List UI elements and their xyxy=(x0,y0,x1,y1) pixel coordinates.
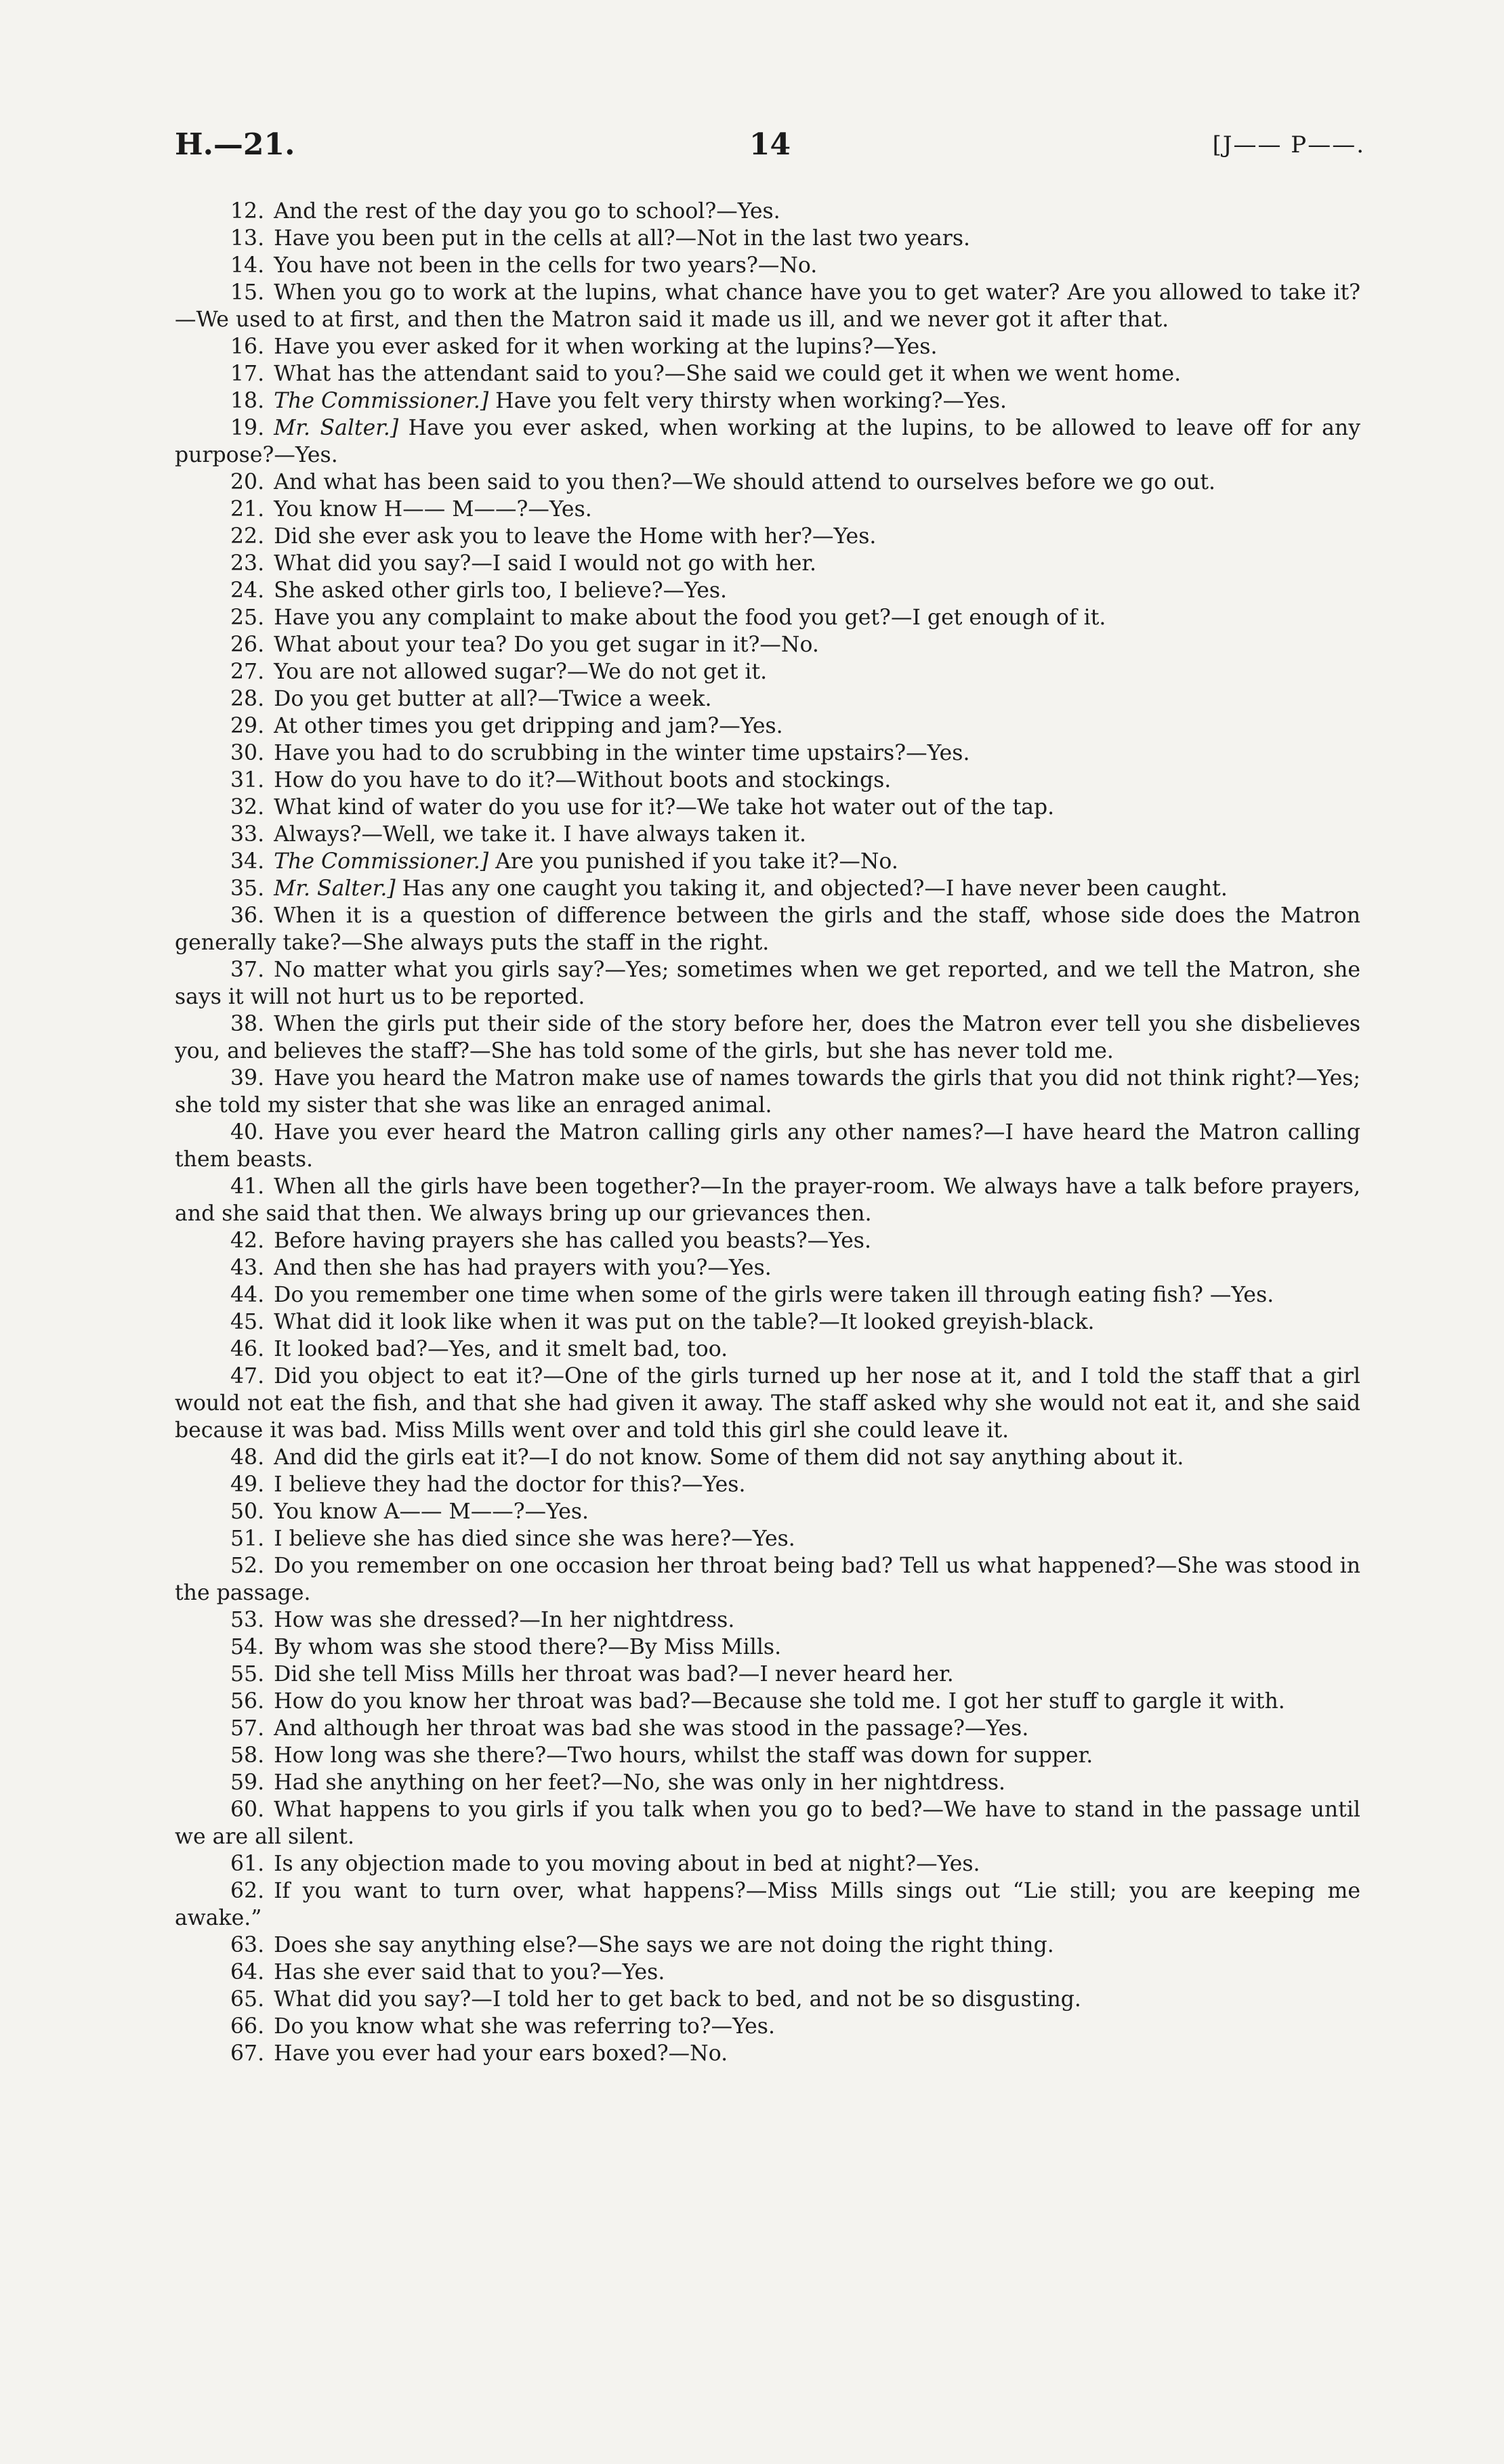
entry-number: 64. xyxy=(230,1960,265,1984)
testimony-entry xyxy=(175,496,1360,523)
entry-number: 59. xyxy=(230,1770,265,1795)
entry-text: Have you felt very thirsty when working?—Yes. xyxy=(495,389,1007,413)
entry-text: Before having prayers she has called you beasts?—Yes. xyxy=(274,1229,871,1253)
entry-number: 60. xyxy=(230,1798,265,1822)
testimony-entry xyxy=(175,1742,1360,1769)
testimony-entry xyxy=(175,848,1360,875)
testimony-entry xyxy=(175,1119,1360,1173)
testimony-entry xyxy=(175,821,1360,848)
entry-text: You know A—— M——?—Yes. xyxy=(274,1500,589,1524)
entry-text: Had she anything on her feet?—No, she was only in her nightdress. xyxy=(274,1770,1006,1795)
testimony-entry xyxy=(175,415,1360,469)
testimony-entry xyxy=(175,1363,1360,1444)
entry-text: How long was she there?—Two hours, whilst the staff was down for supper. xyxy=(274,1743,1093,1768)
entry-text: Have you ever had your ears boxed?—No. xyxy=(274,2041,728,2066)
document-code: H.—21. xyxy=(175,127,295,162)
testimony-entry xyxy=(175,685,1360,713)
entry-text: Has she ever said that to you?—Yes. xyxy=(274,1960,665,1984)
entry-number: 13. xyxy=(230,226,265,251)
testimony-entry xyxy=(175,1254,1360,1281)
entry-text: You are not allowed sugar?—We do not get it. xyxy=(274,660,768,684)
entry-text: Have you been put in the cells at all?—Not in the last two years. xyxy=(274,226,971,251)
entry-number: 16. xyxy=(230,335,265,359)
testimony-entry xyxy=(175,1525,1360,1552)
testimony-entry xyxy=(175,2013,1360,2040)
testimony-entry xyxy=(175,902,1360,956)
entry-number: 66. xyxy=(230,2014,265,2039)
witness-heading: [J—— P——. xyxy=(1212,131,1365,158)
entry-text: She asked other girls too, I believe?—Yes. xyxy=(274,578,728,603)
entry-text: When it is a question of difference between the girls and the staff, whose side does the Matron generally take?—She always puts the staff in the right. xyxy=(175,904,1360,955)
entry-number: 27. xyxy=(230,660,265,684)
testimony-entry xyxy=(175,875,1360,902)
entry-text: Have you heard the Matron make use of names towards the girls that you did not think right?—Yes; she told my sister that she was like an enraged animal. xyxy=(175,1066,1360,1118)
entry-number: 29. xyxy=(230,714,265,738)
entry-number: 17. xyxy=(230,362,265,386)
testimony-entry xyxy=(175,1661,1360,1688)
entry-number: 51. xyxy=(230,1527,265,1551)
entry-number: 38. xyxy=(230,1012,265,1036)
testimony-entry xyxy=(175,1796,1360,1850)
entry-number: 53. xyxy=(230,1608,265,1632)
testimony-entry xyxy=(175,713,1360,740)
entry-text: Do you remember one time when some of the girls were taken ill through eating fish? —Yes. xyxy=(274,1283,1274,1307)
entry-text: Is any objection made to you moving about in bed at night?—Yes. xyxy=(274,1852,980,1876)
entry-number: 31. xyxy=(230,768,265,792)
entry-number: 50. xyxy=(230,1500,265,1524)
testimony-entry xyxy=(175,1065,1360,1119)
entry-text: By whom was she stood there?—By Miss Mills. xyxy=(274,1635,782,1659)
testimony-entry xyxy=(175,1877,1360,1932)
testimony-entry xyxy=(175,279,1360,333)
entry-text: And what has been said to you then?—We should attend to ourselves before we go out. xyxy=(274,470,1216,494)
entry-text: It looked bad?—Yes, and it smelt bad, too. xyxy=(274,1337,728,1361)
testimony-entry xyxy=(175,1444,1360,1471)
entry-text: At other times you get dripping and jam?—Yes. xyxy=(274,714,783,738)
entry-number: 22. xyxy=(230,524,265,549)
entry-text: What kind of water do you use for it?—We take hot water out of the tap. xyxy=(274,795,1055,820)
entry-number: 49. xyxy=(230,1472,265,1497)
entry-number: 67. xyxy=(230,2041,265,2066)
entry-text: Have you ever asked for it when working at the lupins?—Yes. xyxy=(274,335,938,359)
entry-number: 42. xyxy=(230,1229,265,1253)
entry-text: Have you had to do scrubbing in the winter time upstairs?—Yes. xyxy=(274,741,970,765)
entry-number: 47. xyxy=(230,1364,265,1388)
entry-number: 54. xyxy=(230,1635,265,1659)
testimony-entry xyxy=(175,794,1360,821)
entry-number: 25. xyxy=(230,606,265,630)
entry-text: How do you have to do it?—Without boots and stockings. xyxy=(274,768,892,792)
testimony-entry xyxy=(175,1173,1360,1227)
entry-text: What about your tea? Do you get sugar in it?—No. xyxy=(274,633,819,657)
entry-number: 61. xyxy=(230,1852,265,1876)
testimony-entry xyxy=(175,1552,1360,1607)
entry-text: And the rest of the day you go to school?—Yes. xyxy=(274,199,780,224)
entry-text: Have you ever asked, when working at the lupins, to be allowed to leave off for any purpose?—Yes. xyxy=(175,416,1360,467)
entry-text: Do you know what she was referring to?—Yes. xyxy=(274,2014,775,2039)
entry-speaker: Mr. Salter.] xyxy=(274,416,399,440)
entry-text: And although her throat was bad she was stood in the passage?—Yes. xyxy=(274,1716,1029,1741)
testimony-entry xyxy=(175,1932,1360,1959)
entry-number: 36. xyxy=(230,904,265,928)
entry-number: 19. xyxy=(230,416,265,440)
entry-text: Are you punished if you take it?—No. xyxy=(495,849,898,874)
entry-number: 45. xyxy=(230,1310,265,1334)
entry-text: When the girls put their side of the story before her, does the Matron ever tell you she disbelieves you, and believes the staff?—She has told some of the girls, but she has never told me. xyxy=(175,1012,1360,1063)
testimony-entry xyxy=(175,956,1360,1011)
entry-number: 39. xyxy=(230,1066,265,1090)
entry-number: 62. xyxy=(230,1879,265,1903)
testimony-entry xyxy=(175,1498,1360,1525)
testimony-entry xyxy=(175,1850,1360,1877)
entry-number: 32. xyxy=(230,795,265,820)
entry-number: 57. xyxy=(230,1716,265,1741)
testimony-entry xyxy=(175,767,1360,794)
entry-number: 41. xyxy=(230,1174,265,1199)
testimony-entry xyxy=(175,550,1360,577)
entry-number: 28. xyxy=(230,687,265,711)
entry-number: 34. xyxy=(230,849,265,874)
entry-number: 21. xyxy=(230,497,265,522)
testimony-entry xyxy=(175,1336,1360,1363)
entry-text: What did it look like when it was put on the table?—It looked greyish-black. xyxy=(274,1310,1095,1334)
entry-number: 44. xyxy=(230,1283,265,1307)
entry-number: 43. xyxy=(230,1256,265,1280)
entry-number: 15. xyxy=(230,280,265,305)
entry-number: 35. xyxy=(230,876,265,901)
entry-number: 37. xyxy=(230,958,265,982)
entry-text: Do you remember on one occasion her throat being bad? Tell us what happened?—She was stood in the passage. xyxy=(175,1554,1360,1605)
entry-text: If you want to turn over, what happens?—Miss Mills sings out “Lie still; you are keeping me awake.” xyxy=(175,1879,1360,1930)
testimony-entry xyxy=(175,1986,1360,2013)
entry-text: Always?—Well, we take it. I have always taken it. xyxy=(274,822,806,847)
entry-text: What did you say?—I said I would not go with her. xyxy=(274,551,817,576)
testimony-entry xyxy=(175,387,1360,415)
entry-number: 26. xyxy=(230,633,265,657)
testimony-entry xyxy=(175,1607,1360,1634)
testimony-entry xyxy=(175,631,1360,658)
testimony-body xyxy=(175,198,1360,2067)
entry-text: Have you any complaint to make about the food you get?—I get enough of it. xyxy=(274,606,1106,630)
testimony-entry xyxy=(175,225,1360,252)
testimony-entry xyxy=(175,1011,1360,1065)
entry-text: Did she ever ask you to leave the Home with her?—Yes. xyxy=(274,524,877,549)
testimony-entry xyxy=(175,1471,1360,1498)
entry-number: 18. xyxy=(230,389,265,413)
entry-text: What has the attendant said to you?—She said we could get it when we went home. xyxy=(274,362,1182,386)
testimony-entry xyxy=(175,1715,1360,1742)
entry-number: 55. xyxy=(230,1662,265,1686)
testimony-entry xyxy=(175,1634,1360,1661)
entry-speaker: The Commissioner.] xyxy=(274,849,489,874)
entry-text: Has any one caught you taking it, and objected?—I have never been caught. xyxy=(402,876,1228,901)
entry-number: 52. xyxy=(230,1554,265,1578)
testimony-entry xyxy=(175,604,1360,631)
entry-text: You have not been in the cells for two years?—No. xyxy=(274,253,818,278)
testimony-entry xyxy=(175,360,1360,387)
entry-text: Do you get butter at all?—Twice a week. xyxy=(274,687,712,711)
testimony-entry xyxy=(175,1309,1360,1336)
entry-text: And did the girls eat it?—I do not know. Some of them did not say anything about it. xyxy=(274,1445,1184,1470)
entry-text: What happens to you girls if you talk when you go to bed?—We have to stand in the passage until we are all silent. xyxy=(175,1798,1360,1849)
entry-text: When you go to work at the lupins, what chance have you to get water? Are you allowed to take it?—We used to at first, and then the Matron said it made us ill, and we never got it after that. xyxy=(175,280,1360,332)
entry-text: When all the girls have been together?—In the prayer-room. We always have a talk before prayers, and she said that then. We always bring up our grievances then. xyxy=(175,1174,1360,1226)
entry-number: 40. xyxy=(230,1120,265,1145)
entry-text: How do you know her throat was bad?—Because she told me. I got her stuff to gargle it with. xyxy=(274,1689,1285,1714)
entry-text: Did you object to eat it?—One of the girls turned up her nose at it, and I told the staff that a girl would not eat the fish, and that she had given it away. The staff asked why she would not eat it, and she said because it was bad. Miss Mills went over and told this girl she could leave it. xyxy=(175,1364,1360,1443)
entry-number: 14. xyxy=(230,253,265,278)
entry-text: What did you say?—I told her to get back to bed, and not be so disgusting. xyxy=(274,1987,1081,2012)
testimony-entry xyxy=(175,1769,1360,1796)
entry-text: How was she dressed?—In her nightdress. xyxy=(274,1608,735,1632)
testimony-entry xyxy=(175,1959,1360,1986)
testimony-entry xyxy=(175,1227,1360,1254)
entry-text: Did she tell Miss Mills her throat was bad?—I never heard her. xyxy=(274,1662,954,1686)
testimony-entry xyxy=(175,658,1360,685)
entry-text: I believe she has died since she was here?—Yes. xyxy=(274,1527,795,1551)
entry-number: 24. xyxy=(230,578,265,603)
entry-text: And then she has had prayers with you?—Yes. xyxy=(274,1256,772,1280)
testimony-entry xyxy=(175,577,1360,604)
entry-number: 23. xyxy=(230,551,265,576)
testimony-entry xyxy=(175,469,1360,496)
entry-speaker: Mr. Salter.] xyxy=(274,876,396,901)
entry-text: Have you ever heard the Matron calling girls any other names?—I have heard the Matron calling them beasts. xyxy=(175,1120,1360,1172)
testimony-entry xyxy=(175,1281,1360,1309)
entry-number: 33. xyxy=(230,822,265,847)
entry-number: 56. xyxy=(230,1689,265,1714)
entry-text: You know H—— M——?—Yes. xyxy=(274,497,592,522)
testimony-entry xyxy=(175,198,1360,225)
entry-number: 48. xyxy=(230,1445,265,1470)
testimony-entry xyxy=(175,333,1360,360)
entry-number: 46. xyxy=(230,1337,265,1361)
entry-text: No matter what you girls say?—Yes; sometimes when we get reported, and we tell the Matron, she says it will not hurt us to be reported. xyxy=(175,958,1360,1009)
testimony-entry xyxy=(175,252,1360,279)
entry-text: Does she say anything else?—She says we are not doing the right thing. xyxy=(274,1933,1054,1957)
entry-number: 30. xyxy=(230,741,265,765)
testimony-entry xyxy=(175,740,1360,767)
page-header xyxy=(175,127,1365,168)
entry-number: 12. xyxy=(230,199,265,224)
testimony-entry xyxy=(175,523,1360,550)
entry-number: 65. xyxy=(230,1987,265,2012)
entry-number: 58. xyxy=(230,1743,265,1768)
entry-text: I believe they had the doctor for this?—Yes. xyxy=(274,1472,746,1497)
entry-number: 20. xyxy=(230,470,265,494)
entry-speaker: The Commissioner.] xyxy=(274,389,489,413)
entry-number: 63. xyxy=(230,1933,265,1957)
page-number: 14 xyxy=(749,127,791,162)
testimony-entry xyxy=(175,2040,1360,2067)
testimony-entry xyxy=(175,1688,1360,1715)
